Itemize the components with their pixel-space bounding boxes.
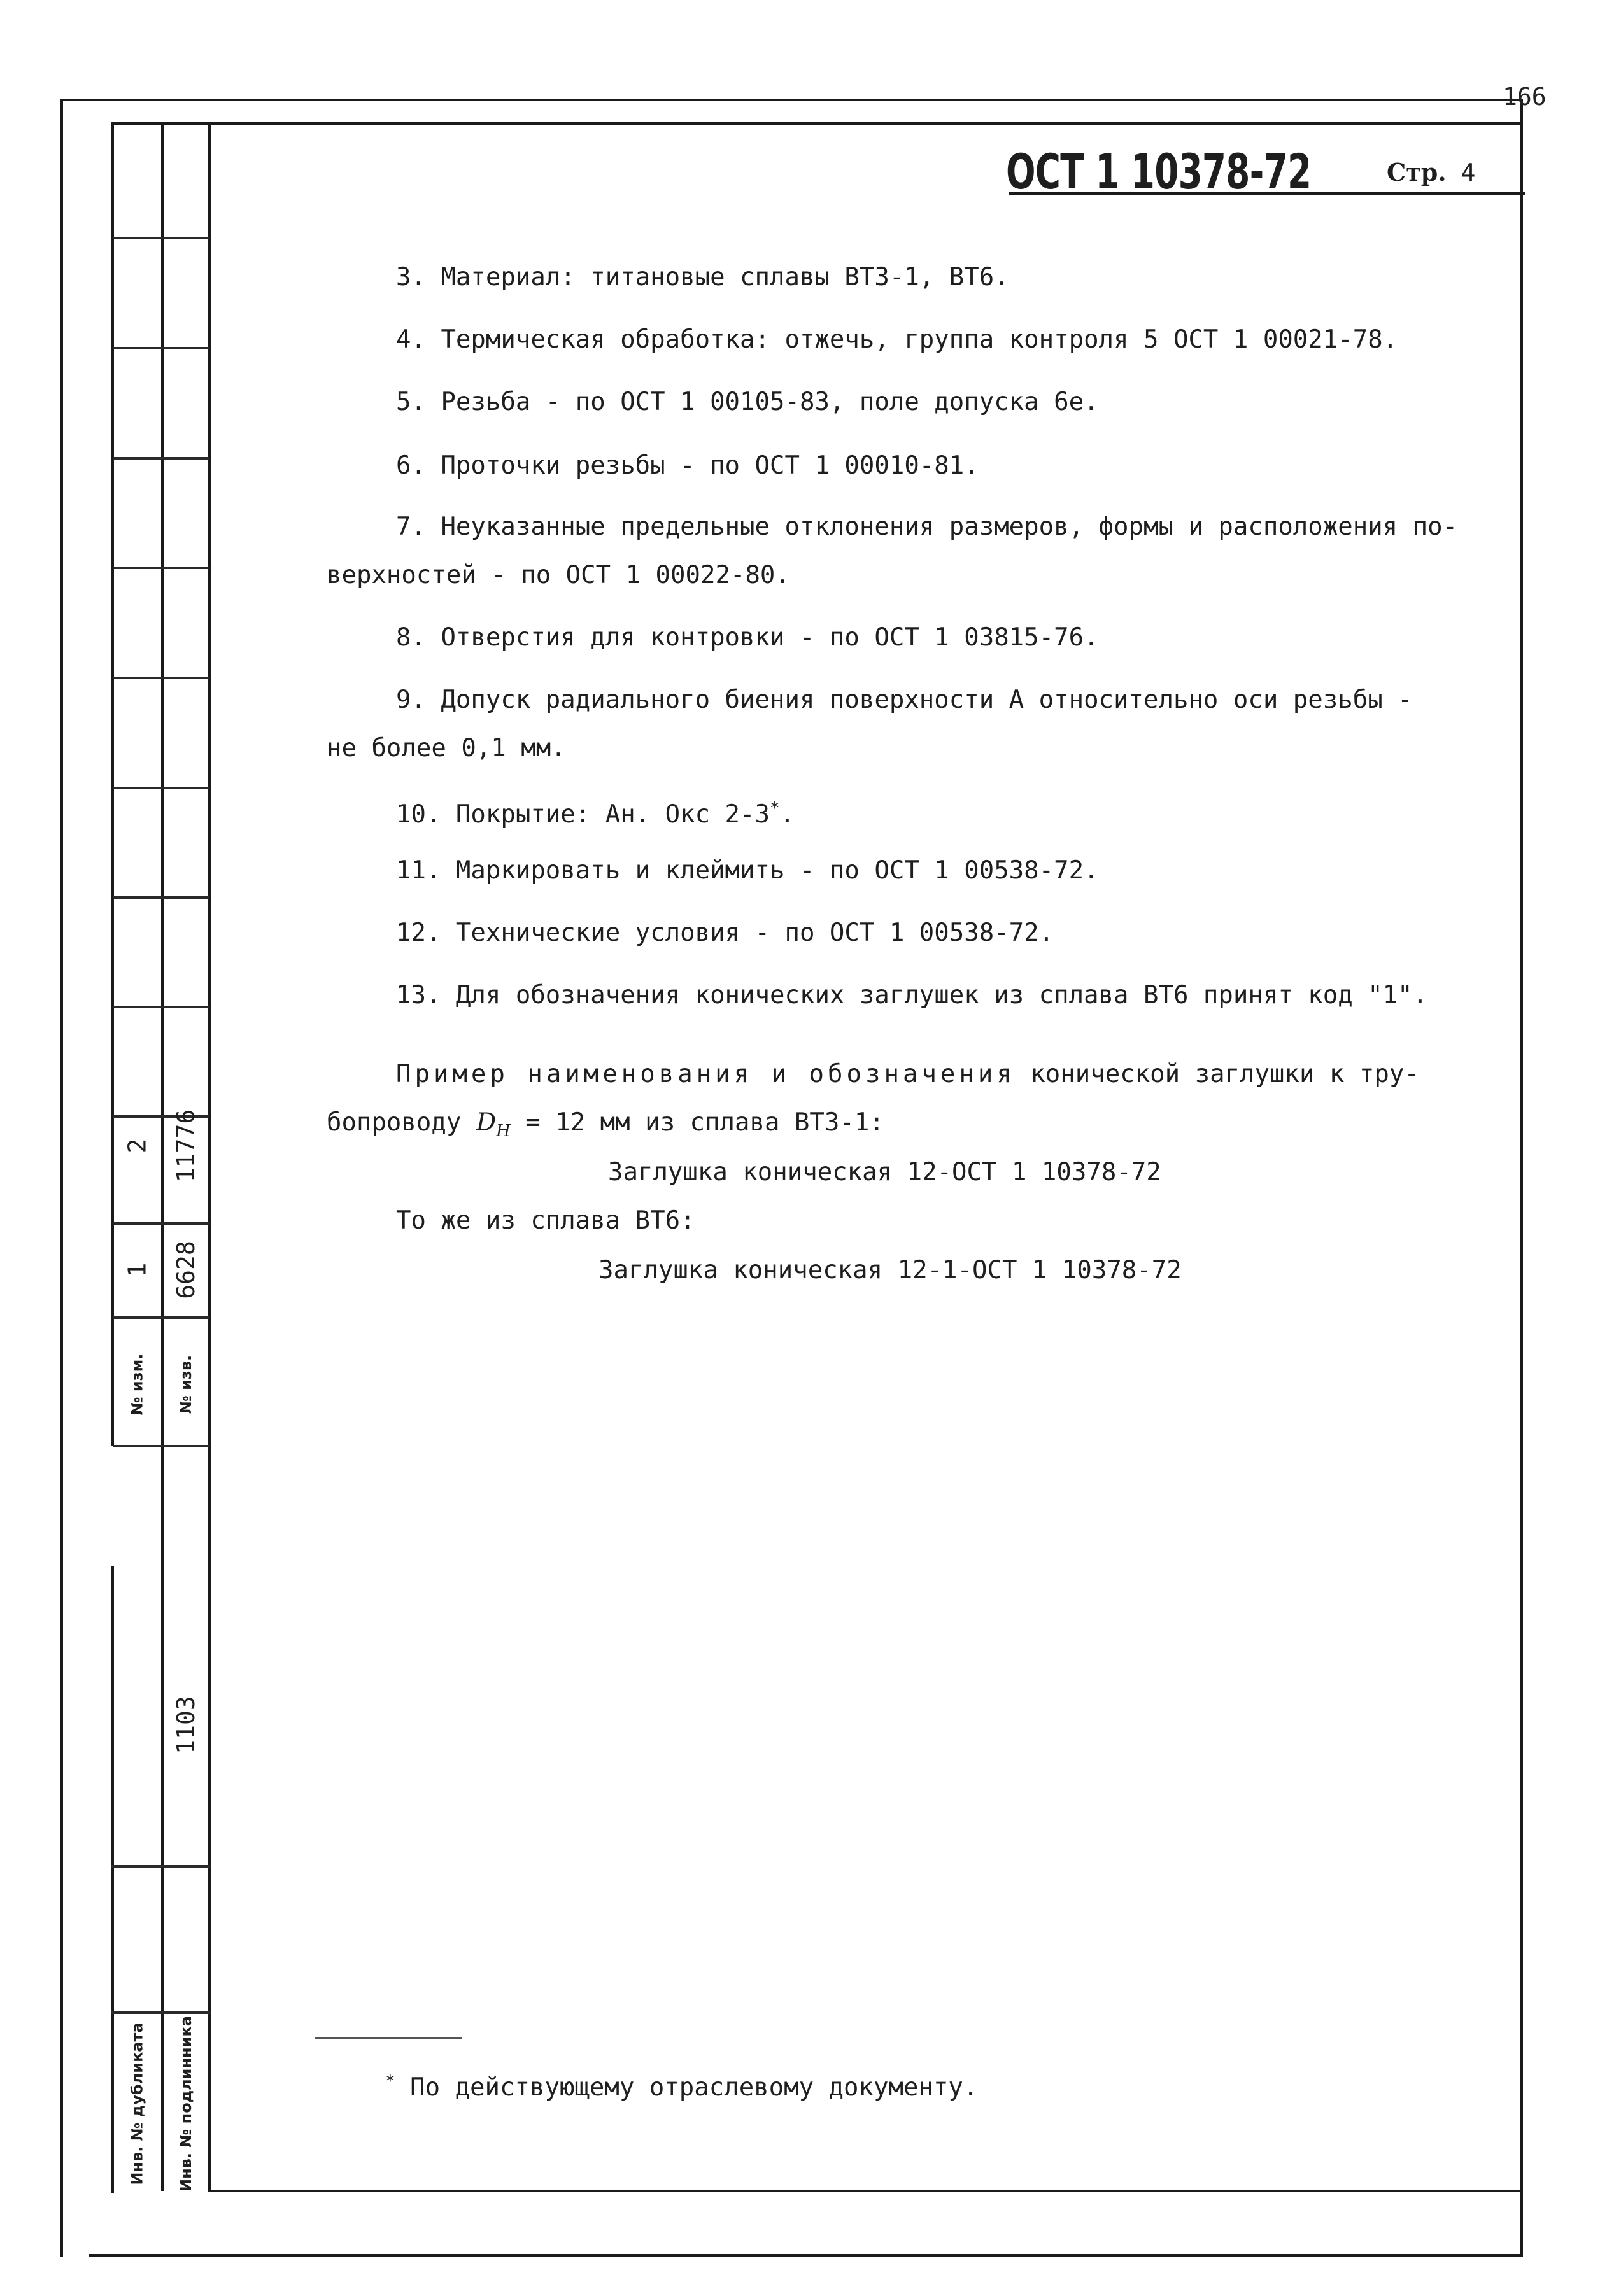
item-10 bbox=[396, 784, 795, 839]
sheet-number: 166 bbox=[1503, 83, 1547, 111]
rev-label: № изм. bbox=[128, 1353, 146, 1416]
item-10-footnote-mark: * bbox=[770, 799, 780, 818]
original-inv-value-cell bbox=[163, 1591, 209, 1859]
strip-rule bbox=[113, 896, 209, 899]
notice-label-cell bbox=[163, 1324, 209, 1445]
example-line2-post: = 12 мм из сплава ВТ3-1: bbox=[525, 1108, 884, 1137]
strip-rule bbox=[113, 677, 209, 679]
duplicate-inv-label: Инв. № дубликата bbox=[128, 2022, 146, 2185]
page-label: Стр. bbox=[1387, 158, 1447, 187]
strip-rule bbox=[113, 237, 209, 239]
footnote-text: По действующему отраслевому документу. bbox=[410, 2073, 979, 2102]
strip-rule bbox=[113, 347, 209, 349]
notice-value-1: 6628 bbox=[172, 1241, 201, 1299]
footnote bbox=[385, 2057, 978, 2112]
item-13: 13. Для обозначения конических заглушек из сплава ВТ6 принят код "1". bbox=[396, 981, 1428, 1010]
item-9-line2: не более 0,1 мм. bbox=[327, 734, 566, 763]
frame-left-edge bbox=[60, 99, 63, 2257]
example-line2 bbox=[327, 1099, 884, 1155]
strip-rule bbox=[113, 1006, 209, 1008]
notice-label: № изв. bbox=[177, 1355, 195, 1414]
item-3: 3. Материал: титановые сплавы ВТ3-1, ВТ6. bbox=[396, 263, 1009, 292]
example-heading: Пример наименования и обозначения bbox=[396, 1060, 1016, 1088]
example-line1-rest: конической заглушки к тру- bbox=[1030, 1060, 1419, 1088]
footnote-rule bbox=[315, 2037, 462, 2039]
page-indicator bbox=[1387, 158, 1475, 187]
original-inv-value: 1103 bbox=[172, 1696, 201, 1754]
rev-value-1: 1 bbox=[123, 1262, 152, 1278]
item-11: 11. Маркировать и клеймить - по ОСТ 1 00538-72. bbox=[396, 856, 1099, 885]
example-line2-pre: бопроводу bbox=[327, 1108, 462, 1137]
notice-value-2: 11776 bbox=[172, 1109, 201, 1183]
strip-rule bbox=[113, 1445, 209, 1447]
same-from-bt6: То же из сплава ВТ6: bbox=[396, 1206, 695, 1235]
strip-rule bbox=[113, 787, 209, 789]
item-9-line1: 9. Допуск радиального биения поверхности А относительно оси резьбы - bbox=[396, 686, 1413, 714]
standard-code: ОСТ 1 10378-72 bbox=[1006, 143, 1312, 200]
outer-diameter-subscript: Н bbox=[496, 1121, 511, 1141]
frame-inner-top bbox=[113, 122, 1520, 125]
item-6: 6. Проточки резьбы - по ОСТ 1 00010-81. bbox=[396, 451, 979, 480]
notice-value-2-cell bbox=[163, 1082, 209, 1209]
strip-rule bbox=[111, 1865, 210, 1868]
rev-value-1-cell bbox=[113, 1222, 161, 1318]
item-12: 12. Технические условия - по ОСТ 1 00538-72. bbox=[396, 919, 1054, 947]
item-5: 5. Резьба - по ОСТ 1 00105-83, поле допуска 6е. bbox=[396, 388, 1099, 416]
rev-value-2-cell bbox=[113, 1082, 161, 1209]
notice-value-1-cell bbox=[163, 1222, 209, 1318]
rev-value-2: 2 bbox=[123, 1138, 152, 1153]
rev-label-cell bbox=[113, 1324, 161, 1445]
strip-rule bbox=[113, 457, 209, 460]
duplicate-inv-label-cell bbox=[113, 2018, 161, 2190]
page-number: 4 bbox=[1461, 158, 1476, 187]
outer-diameter-symbol: D bbox=[476, 1108, 497, 1137]
item-4: 4. Термическая обработка: отжечь, группа контроля 5 ОСТ 1 00021-78. bbox=[396, 325, 1398, 354]
designation-2: Заглушка коническая 12-1-ОСТ 1 10378-72 bbox=[598, 1256, 1182, 1285]
item-8: 8. Отверстия для контровки - по ОСТ 1 03815-76. bbox=[396, 623, 1099, 652]
strip-rule bbox=[111, 2011, 210, 2014]
item-10-text: 10. Покрытие: Ан. Окс 2-3 bbox=[396, 800, 770, 829]
strip-rule bbox=[113, 567, 209, 569]
original-inv-label: Инв. № подлинника bbox=[177, 2016, 195, 2192]
item-10-tail: . bbox=[779, 800, 795, 829]
example-line1 bbox=[396, 1050, 1419, 1099]
frame-outer-right bbox=[1520, 99, 1523, 2257]
designation-1: Заглушка коническая 12-ОСТ 1 10378-72 bbox=[608, 1158, 1161, 1187]
item-7-line1: 7. Неуказанные предельные отклонения размеров, формы и расположения по- bbox=[396, 512, 1458, 541]
item-7-line2: верхностей - по ОСТ 1 00022-80. bbox=[327, 561, 790, 589]
footnote-mark: * bbox=[385, 2072, 395, 2091]
original-inv-label-cell bbox=[163, 2018, 209, 2190]
frame-inner-bottom bbox=[208, 2190, 1522, 2192]
frame-outer-bottom bbox=[89, 2254, 1523, 2257]
frame-outer-top bbox=[60, 99, 1522, 101]
